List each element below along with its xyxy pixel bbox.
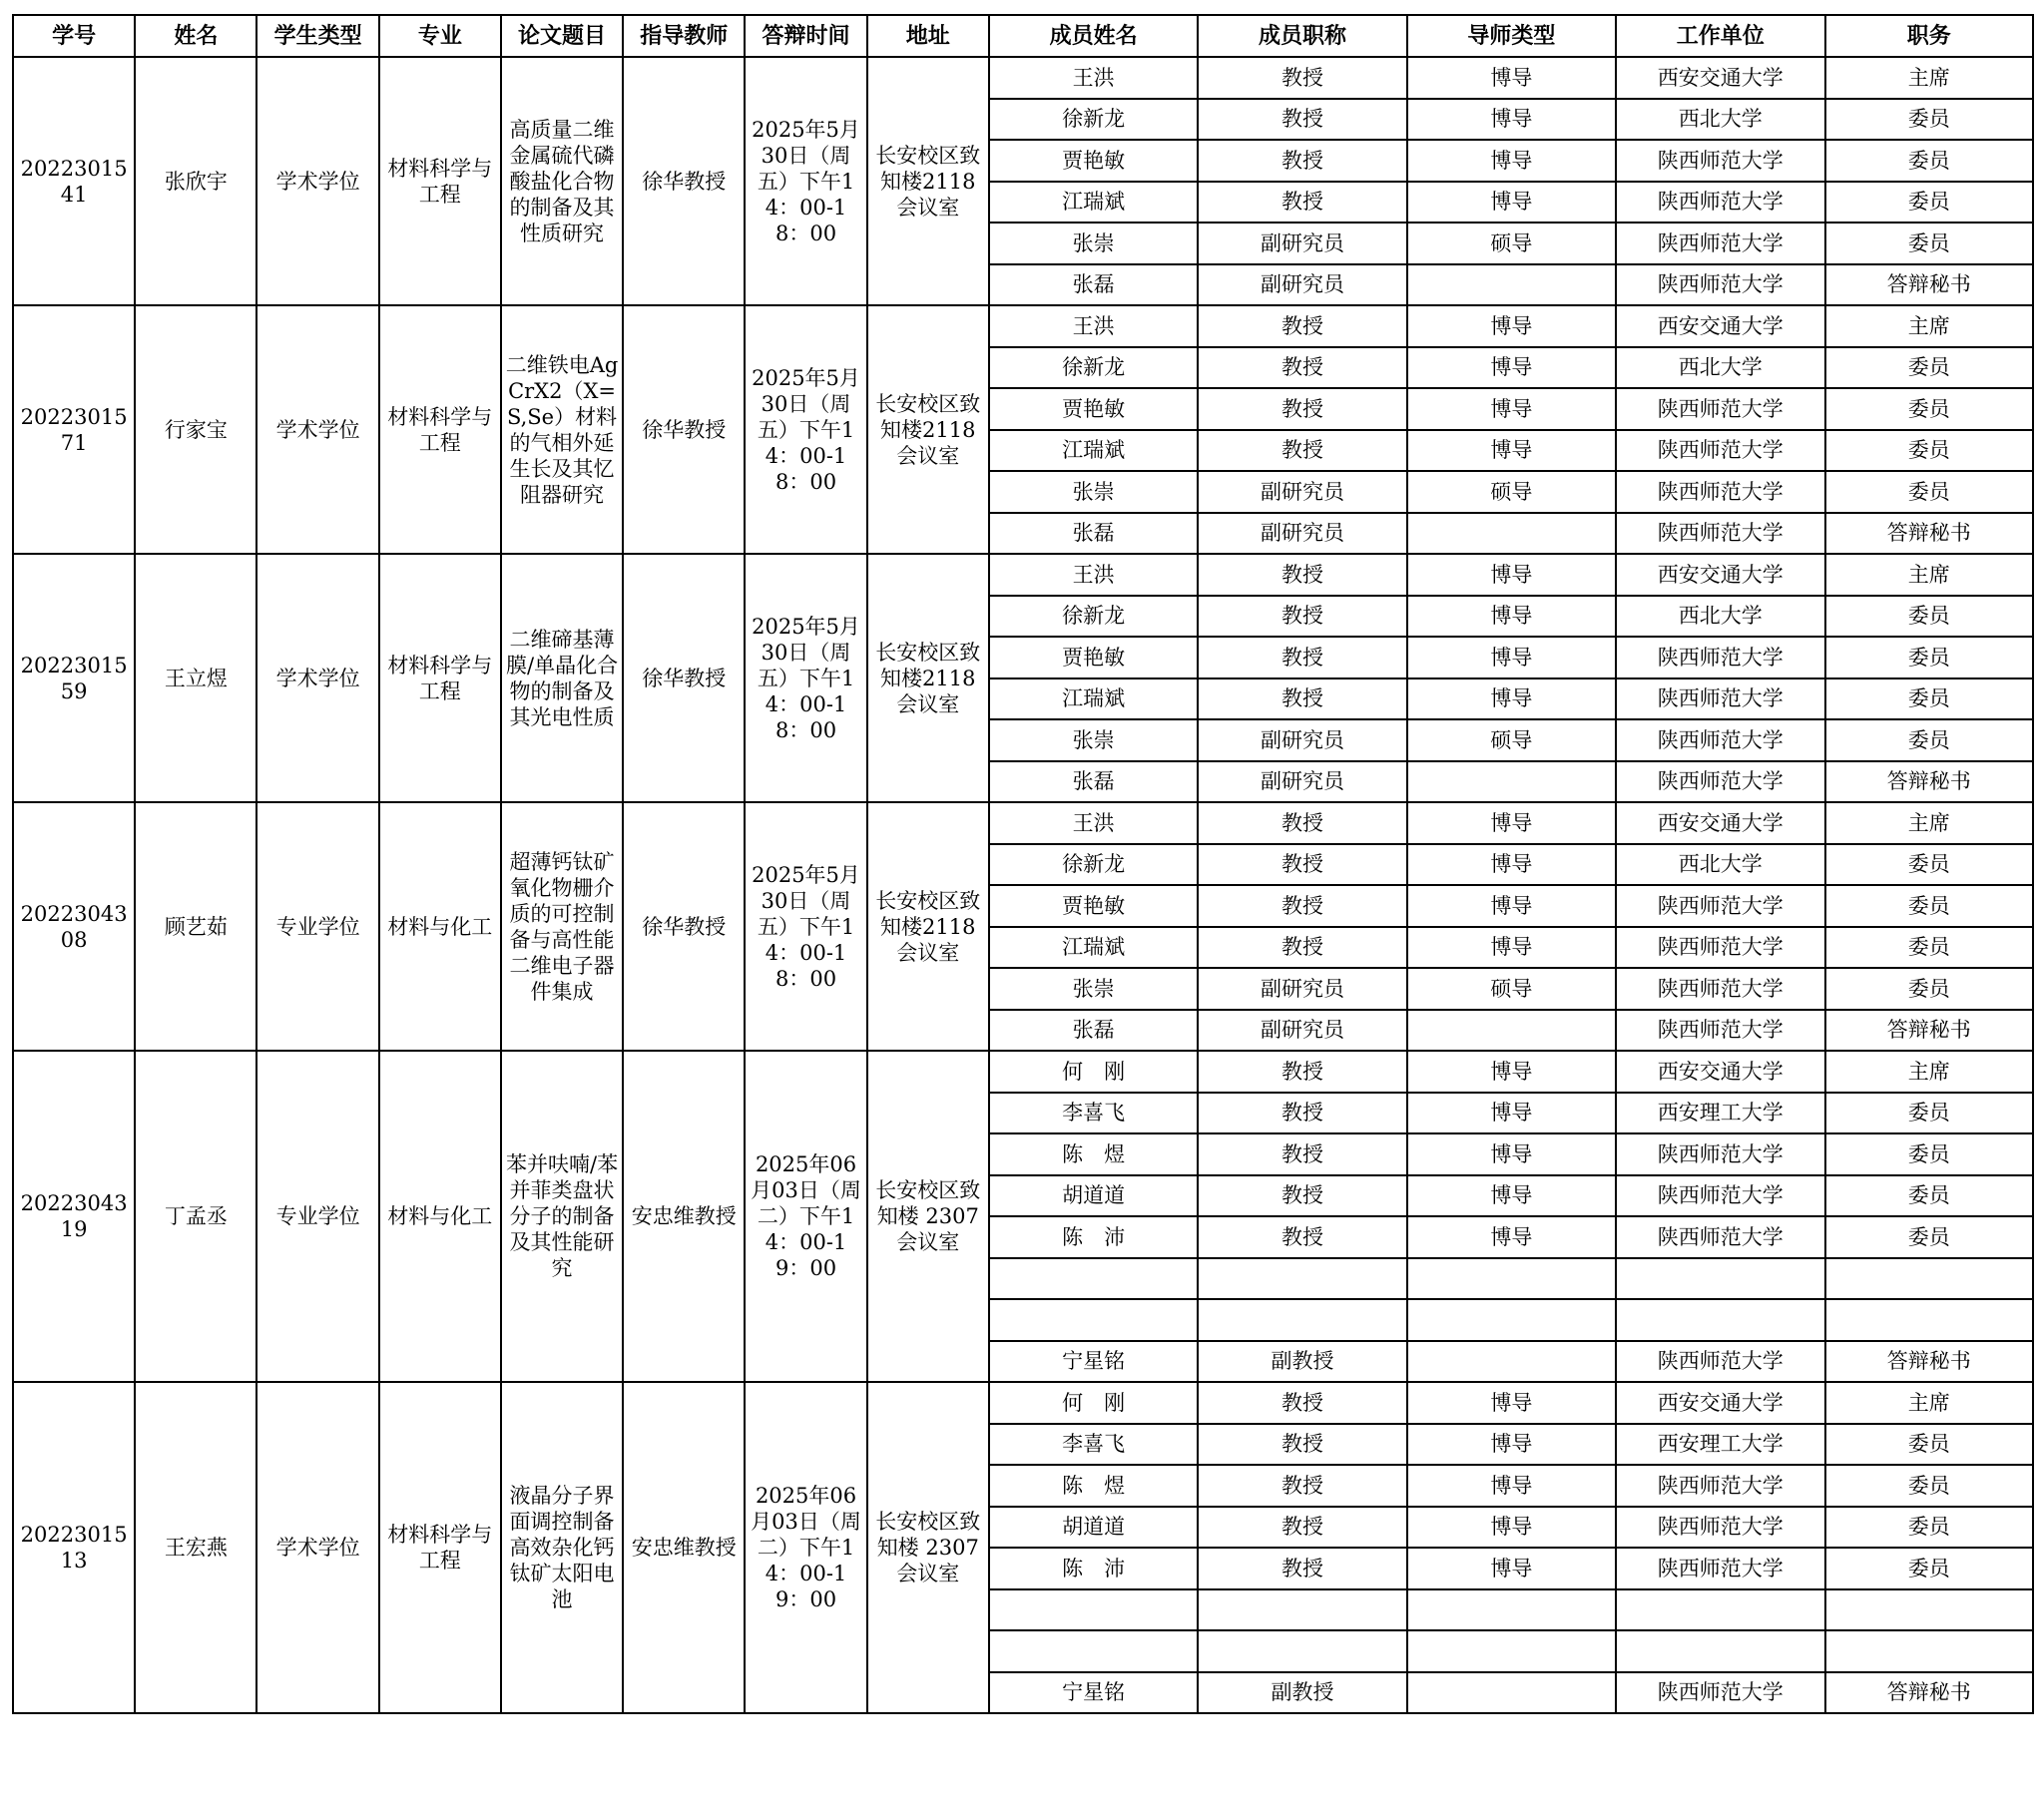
- header-role: 职务: [1825, 15, 2034, 57]
- header-major: 专业: [379, 15, 501, 57]
- work-unit-cell: 西安交通大学: [1616, 305, 1824, 347]
- work-unit-cell: 西安交通大学: [1616, 554, 1824, 596]
- mentor-type-cell: [1407, 264, 1616, 306]
- member-name-cell: 王洪: [989, 554, 1198, 596]
- work-unit-cell: 西安交通大学: [1616, 1051, 1824, 1093]
- work-unit-cell: 西安理工大学: [1616, 1093, 1824, 1134]
- mentor-type-cell: 硕导: [1407, 223, 1616, 264]
- mentor-type-cell: 硕导: [1407, 471, 1616, 513]
- advisor-cell: 徐华教授: [623, 554, 745, 802]
- member-name-cell: 贾艳敏: [989, 140, 1198, 182]
- mentor-type-cell: 博导: [1407, 596, 1616, 638]
- role-cell: 委员: [1825, 471, 2034, 513]
- role-cell: 委员: [1825, 1216, 2034, 1258]
- member-rank-cell: 教授: [1198, 99, 1406, 141]
- member-rank-cell: 教授: [1198, 140, 1406, 182]
- member-rank-cell: 副研究员: [1198, 761, 1406, 803]
- work-unit-cell: 陕西师范大学: [1616, 637, 1824, 678]
- mentor-type-cell: [1407, 1258, 1616, 1300]
- work-unit-cell: [1616, 1630, 1824, 1672]
- role-cell: 委员: [1825, 1133, 2034, 1175]
- mentor-type-cell: [1407, 1341, 1616, 1383]
- role-cell: 委员: [1825, 347, 2034, 389]
- mentor-type-cell: 博导: [1407, 1382, 1616, 1424]
- defense-time-cell: 2025年5月30日（周五）下午14：00-18：00: [745, 305, 866, 554]
- work-unit-cell: 陕西师范大学: [1616, 761, 1824, 803]
- work-unit-cell: 陕西师范大学: [1616, 927, 1824, 969]
- member-name-cell: 张崇: [989, 223, 1198, 264]
- header-member-name: 成员姓名: [989, 15, 1198, 57]
- mentor-type-cell: 博导: [1407, 1133, 1616, 1175]
- defense-schedule-table: [12, 14, 2034, 1714]
- member-name-cell: 胡道道: [989, 1507, 1198, 1549]
- work-unit-cell: 西北大学: [1616, 844, 1824, 886]
- member-name-cell: 张磊: [989, 513, 1198, 555]
- member-name-cell: 何 刚: [989, 1382, 1198, 1424]
- work-unit-cell: 西安交通大学: [1616, 57, 1824, 99]
- member-name-cell: 贾艳敏: [989, 388, 1198, 430]
- role-cell: 委员: [1825, 927, 2034, 969]
- member-name-cell: 陈 煜: [989, 1133, 1198, 1175]
- table-row: [13, 554, 2033, 596]
- work-unit-cell: 陕西师范大学: [1616, 1548, 1824, 1589]
- header-thesis-title: 论文题目: [501, 15, 623, 57]
- table-row: [13, 57, 2033, 99]
- member-name-cell: 李喜飞: [989, 1424, 1198, 1466]
- student-type-cell: 学术学位: [256, 1382, 378, 1713]
- role-cell: 委员: [1825, 99, 2034, 141]
- member-rank-cell: 副研究员: [1198, 1010, 1406, 1052]
- work-unit-cell: 陕西师范大学: [1616, 719, 1824, 761]
- header-student-id: 学号: [13, 15, 135, 57]
- student-id-cell: 2022301513: [13, 1382, 135, 1713]
- advisor-cell: 徐华教授: [623, 802, 745, 1051]
- table-body: [13, 57, 2033, 1713]
- thesis-title-cell: 液晶分子界面调控制备高效杂化钙钛矿太阳电池: [501, 1382, 623, 1713]
- defense-time-cell: 2025年06月03日（周二）下午14：00-19：00: [745, 1051, 866, 1382]
- major-cell: 材料科学与工程: [379, 57, 501, 305]
- work-unit-cell: 陕西师范大学: [1616, 430, 1824, 472]
- advisor-cell: 徐华教授: [623, 57, 745, 305]
- table-row: [13, 1382, 2033, 1424]
- thesis-title-cell: 苯并呋喃/苯并菲类盘状分子的制备及其性能研究: [501, 1051, 623, 1382]
- work-unit-cell: 西北大学: [1616, 596, 1824, 638]
- thesis-title-cell: 二维碲基薄膜/单晶化合物的制备及其光电性质: [501, 554, 623, 802]
- member-name-cell: 张崇: [989, 719, 1198, 761]
- work-unit-cell: 西北大学: [1616, 347, 1824, 389]
- member-name-cell: 陈 煜: [989, 1465, 1198, 1507]
- major-cell: 材料与化工: [379, 802, 501, 1051]
- table-row: [13, 802, 2033, 844]
- defense-time-cell: 2025年06月03日（周二）下午14：00-19：00: [745, 1382, 866, 1713]
- mentor-type-cell: 博导: [1407, 1424, 1616, 1466]
- member-name-cell: 江瑞斌: [989, 927, 1198, 969]
- member-name-cell: 何 刚: [989, 1051, 1198, 1093]
- member-name-cell: 胡道道: [989, 1175, 1198, 1217]
- mentor-type-cell: 博导: [1407, 678, 1616, 720]
- member-rank-cell: 教授: [1198, 1051, 1406, 1093]
- mentor-type-cell: 硕导: [1407, 719, 1616, 761]
- work-unit-cell: 陕西师范大学: [1616, 182, 1824, 224]
- role-cell: 答辩秘书: [1825, 1010, 2034, 1052]
- member-rank-cell: 副研究员: [1198, 223, 1406, 264]
- student-name-cell: 顾艺茹: [135, 802, 256, 1051]
- member-rank-cell: 副研究员: [1198, 264, 1406, 306]
- mentor-type-cell: 博导: [1407, 927, 1616, 969]
- mentor-type-cell: [1407, 1630, 1616, 1672]
- member-rank-cell: 教授: [1198, 678, 1406, 720]
- member-rank-cell: 教授: [1198, 637, 1406, 678]
- role-cell: [1825, 1589, 2034, 1631]
- student-name-cell: 王宏燕: [135, 1382, 256, 1713]
- mentor-type-cell: 博导: [1407, 1175, 1616, 1217]
- role-cell: 答辩秘书: [1825, 1672, 2034, 1714]
- mentor-type-cell: 博导: [1407, 802, 1616, 844]
- role-cell: 委员: [1825, 1465, 2034, 1507]
- student-id-cell: 2022304319: [13, 1051, 135, 1382]
- role-cell: 答辩秘书: [1825, 513, 2034, 555]
- member-name-cell: 陈 沛: [989, 1216, 1198, 1258]
- role-cell: 主席: [1825, 57, 2034, 99]
- member-name-cell: 张崇: [989, 471, 1198, 513]
- role-cell: 委员: [1825, 1548, 2034, 1589]
- role-cell: 主席: [1825, 554, 2034, 596]
- role-cell: 答辩秘书: [1825, 761, 2034, 803]
- member-rank-cell: 副研究员: [1198, 719, 1406, 761]
- member-name-cell: 徐新龙: [989, 347, 1198, 389]
- member-rank-cell: 教授: [1198, 430, 1406, 472]
- student-type-cell: 学术学位: [256, 305, 378, 554]
- member-rank-cell: 教授: [1198, 1133, 1406, 1175]
- member-name-cell: 徐新龙: [989, 844, 1198, 886]
- member-rank-cell: 教授: [1198, 802, 1406, 844]
- member-rank-cell: 副教授: [1198, 1341, 1406, 1383]
- role-cell: 主席: [1825, 802, 2034, 844]
- member-rank-cell: 教授: [1198, 844, 1406, 886]
- role-cell: 委员: [1825, 1175, 2034, 1217]
- table-row: [13, 305, 2033, 347]
- work-unit-cell: 陕西师范大学: [1616, 1507, 1824, 1549]
- advisor-cell: 安忠维教授: [623, 1382, 745, 1713]
- role-cell: 委员: [1825, 388, 2034, 430]
- member-name-cell: 张磊: [989, 1010, 1198, 1052]
- member-rank-cell: 教授: [1198, 57, 1406, 99]
- role-cell: 答辩秘书: [1825, 264, 2034, 306]
- advisor-cell: 徐华教授: [623, 305, 745, 554]
- role-cell: 委员: [1825, 637, 2034, 678]
- role-cell: 委员: [1825, 719, 2034, 761]
- member-name-cell: [989, 1258, 1198, 1300]
- header-defense-time: 答辩时间: [745, 15, 866, 57]
- member-rank-cell: 副教授: [1198, 1672, 1406, 1714]
- work-unit-cell: 西安交通大学: [1616, 802, 1824, 844]
- mentor-type-cell: 博导: [1407, 1093, 1616, 1134]
- member-name-cell: 江瑞斌: [989, 182, 1198, 224]
- mentor-type-cell: 博导: [1407, 1216, 1616, 1258]
- work-unit-cell: 陕西师范大学: [1616, 388, 1824, 430]
- student-id-cell: 2022301559: [13, 554, 135, 802]
- work-unit-cell: 陕西师范大学: [1616, 1175, 1824, 1217]
- member-name-cell: 张磊: [989, 264, 1198, 306]
- member-name-cell: 李喜飞: [989, 1093, 1198, 1134]
- work-unit-cell: [1616, 1589, 1824, 1631]
- major-cell: 材料科学与工程: [379, 1382, 501, 1713]
- work-unit-cell: [1616, 1299, 1824, 1341]
- thesis-title-cell: 二维铁电AgCrX2（X=S,Se）材料的气相外延生长及其忆阻器研究: [501, 305, 623, 554]
- address-cell: 长安校区致知楼2118会议室: [867, 305, 989, 554]
- header-row: [13, 15, 2033, 57]
- role-cell: [1825, 1630, 2034, 1672]
- role-cell: 主席: [1825, 305, 2034, 347]
- student-id-cell: 2022304308: [13, 802, 135, 1051]
- member-rank-cell: 教授: [1198, 182, 1406, 224]
- member-name-cell: 江瑞斌: [989, 430, 1198, 472]
- thesis-title-cell: 超薄钙钛矿氧化物栅介质的可控制备与高性能二维电子器件集成: [501, 802, 623, 1051]
- work-unit-cell: 陕西师范大学: [1616, 1341, 1824, 1383]
- header-mentor-type: 导师类型: [1407, 15, 1616, 57]
- work-unit-cell: [1616, 1258, 1824, 1300]
- member-rank-cell: [1198, 1258, 1406, 1300]
- thesis-title-cell: 高质量二维金属硫代磷酸盐化合物的制备及其性质研究: [501, 57, 623, 305]
- member-rank-cell: 副研究员: [1198, 471, 1406, 513]
- mentor-type-cell: 博导: [1407, 1507, 1616, 1549]
- member-rank-cell: 副研究员: [1198, 513, 1406, 555]
- role-cell: 委员: [1825, 596, 2034, 638]
- mentor-type-cell: 博导: [1407, 1465, 1616, 1507]
- member-name-cell: 贾艳敏: [989, 637, 1198, 678]
- member-rank-cell: 教授: [1198, 1382, 1406, 1424]
- role-cell: 答辩秘书: [1825, 1341, 2034, 1383]
- student-id-cell: 2022301541: [13, 57, 135, 305]
- member-rank-cell: [1198, 1630, 1406, 1672]
- member-rank-cell: 教授: [1198, 1093, 1406, 1134]
- role-cell: 主席: [1825, 1051, 2034, 1093]
- member-rank-cell: 教授: [1198, 347, 1406, 389]
- role-cell: 委员: [1825, 140, 2034, 182]
- member-name-cell: [989, 1299, 1198, 1341]
- work-unit-cell: 陕西师范大学: [1616, 1465, 1824, 1507]
- work-unit-cell: 陕西师范大学: [1616, 223, 1824, 264]
- address-cell: 长安校区致知楼 2307 会议室: [867, 1382, 989, 1713]
- member-name-cell: 徐新龙: [989, 99, 1198, 141]
- major-cell: 材料科学与工程: [379, 305, 501, 554]
- work-unit-cell: 陕西师范大学: [1616, 264, 1824, 306]
- work-unit-cell: 陕西师范大学: [1616, 885, 1824, 927]
- member-rank-cell: 教授: [1198, 305, 1406, 347]
- work-unit-cell: 西安理工大学: [1616, 1424, 1824, 1466]
- member-name-cell: 江瑞斌: [989, 678, 1198, 720]
- member-name-cell: 王洪: [989, 57, 1198, 99]
- mentor-type-cell: 博导: [1407, 182, 1616, 224]
- student-name-cell: 行家宝: [135, 305, 256, 554]
- member-rank-cell: [1198, 1589, 1406, 1631]
- member-rank-cell: 教授: [1198, 1216, 1406, 1258]
- role-cell: 委员: [1825, 844, 2034, 886]
- address-cell: 长安校区致知楼 2307 会议室: [867, 1051, 989, 1382]
- mentor-type-cell: 博导: [1407, 388, 1616, 430]
- mentor-type-cell: 博导: [1407, 305, 1616, 347]
- header-advisor: 指导教师: [623, 15, 745, 57]
- member-rank-cell: 教授: [1198, 1548, 1406, 1589]
- member-name-cell: 张崇: [989, 968, 1198, 1010]
- student-name-cell: 丁孟丞: [135, 1051, 256, 1382]
- mentor-type-cell: 博导: [1407, 140, 1616, 182]
- role-cell: 委员: [1825, 885, 2034, 927]
- mentor-type-cell: [1407, 1672, 1616, 1714]
- member-rank-cell: 教授: [1198, 388, 1406, 430]
- member-rank-cell: 教授: [1198, 554, 1406, 596]
- role-cell: [1825, 1258, 2034, 1300]
- member-name-cell: 张磊: [989, 761, 1198, 803]
- role-cell: 委员: [1825, 1507, 2034, 1549]
- member-rank-cell: 教授: [1198, 1507, 1406, 1549]
- work-unit-cell: 陕西师范大学: [1616, 1216, 1824, 1258]
- role-cell: 委员: [1825, 182, 2034, 224]
- work-unit-cell: 西安交通大学: [1616, 1382, 1824, 1424]
- mentor-type-cell: 博导: [1407, 844, 1616, 886]
- header-student-type: 学生类型: [256, 15, 378, 57]
- member-name-cell: 徐新龙: [989, 596, 1198, 638]
- work-unit-cell: 陕西师范大学: [1616, 513, 1824, 555]
- work-unit-cell: 陕西师范大学: [1616, 140, 1824, 182]
- mentor-type-cell: [1407, 513, 1616, 555]
- student-name-cell: 张欣宇: [135, 57, 256, 305]
- major-cell: 材料与化工: [379, 1051, 501, 1382]
- member-rank-cell: 教授: [1198, 885, 1406, 927]
- role-cell: 主席: [1825, 1382, 2034, 1424]
- work-unit-cell: 陕西师范大学: [1616, 1672, 1824, 1714]
- role-cell: [1825, 1299, 2034, 1341]
- mentor-type-cell: 博导: [1407, 554, 1616, 596]
- work-unit-cell: 陕西师范大学: [1616, 678, 1824, 720]
- work-unit-cell: 陕西师范大学: [1616, 968, 1824, 1010]
- member-name-cell: 王洪: [989, 802, 1198, 844]
- major-cell: 材料科学与工程: [379, 554, 501, 802]
- member-rank-cell: 教授: [1198, 596, 1406, 638]
- header-work-unit: 工作单位: [1616, 15, 1824, 57]
- defense-time-cell: 2025年5月30日（周五）下午14：00-18：00: [745, 554, 866, 802]
- member-name-cell: 王洪: [989, 305, 1198, 347]
- defense-time-cell: 2025年5月30日（周五）下午14：00-18：00: [745, 802, 866, 1051]
- member-rank-cell: 教授: [1198, 1424, 1406, 1466]
- mentor-type-cell: 博导: [1407, 57, 1616, 99]
- header-member-rank: 成员职称: [1198, 15, 1406, 57]
- student-id-cell: 2022301571: [13, 305, 135, 554]
- member-name-cell: 宁星铭: [989, 1672, 1198, 1714]
- address-cell: 长安校区致知楼2118会议室: [867, 57, 989, 305]
- advisor-cell: 安忠维教授: [623, 1051, 745, 1382]
- member-rank-cell: 教授: [1198, 1175, 1406, 1217]
- student-type-cell: 专业学位: [256, 1051, 378, 1382]
- work-unit-cell: 陕西师范大学: [1616, 1010, 1824, 1052]
- member-name-cell: [989, 1630, 1198, 1672]
- role-cell: 委员: [1825, 1093, 2034, 1134]
- member-name-cell: 陈 沛: [989, 1548, 1198, 1589]
- mentor-type-cell: [1407, 1589, 1616, 1631]
- table-row: [13, 1051, 2033, 1093]
- mentor-type-cell: [1407, 1010, 1616, 1052]
- role-cell: 委员: [1825, 1424, 2034, 1466]
- address-cell: 长安校区致知楼2118会议室: [867, 554, 989, 802]
- student-type-cell: 学术学位: [256, 554, 378, 802]
- mentor-type-cell: 博导: [1407, 1051, 1616, 1093]
- work-unit-cell: 陕西师范大学: [1616, 471, 1824, 513]
- header-student-name: 姓名: [135, 15, 256, 57]
- member-rank-cell: 教授: [1198, 1465, 1406, 1507]
- mentor-type-cell: 博导: [1407, 99, 1616, 141]
- role-cell: 委员: [1825, 223, 2034, 264]
- address-cell: 长安校区致知楼2118会议室: [867, 802, 989, 1051]
- student-name-cell: 王立煜: [135, 554, 256, 802]
- member-name-cell: [989, 1589, 1198, 1631]
- work-unit-cell: 陕西师范大学: [1616, 1133, 1824, 1175]
- header-address: 地址: [867, 15, 989, 57]
- member-name-cell: 宁星铭: [989, 1341, 1198, 1383]
- role-cell: 委员: [1825, 968, 2034, 1010]
- defense-time-cell: 2025年5月30日（周五）下午14：00-18：00: [745, 57, 866, 305]
- role-cell: 委员: [1825, 678, 2034, 720]
- work-unit-cell: 西北大学: [1616, 99, 1824, 141]
- student-type-cell: 专业学位: [256, 802, 378, 1051]
- student-type-cell: 学术学位: [256, 57, 378, 305]
- mentor-type-cell: 博导: [1407, 347, 1616, 389]
- mentor-type-cell: 博导: [1407, 430, 1616, 472]
- member-name-cell: 贾艳敏: [989, 885, 1198, 927]
- mentor-type-cell: 博导: [1407, 1548, 1616, 1589]
- mentor-type-cell: [1407, 761, 1616, 803]
- member-rank-cell: 教授: [1198, 927, 1406, 969]
- mentor-type-cell: 博导: [1407, 637, 1616, 678]
- mentor-type-cell: 硕导: [1407, 968, 1616, 1010]
- role-cell: 委员: [1825, 430, 2034, 472]
- member-rank-cell: [1198, 1299, 1406, 1341]
- mentor-type-cell: 博导: [1407, 885, 1616, 927]
- mentor-type-cell: [1407, 1299, 1616, 1341]
- member-rank-cell: 副研究员: [1198, 968, 1406, 1010]
